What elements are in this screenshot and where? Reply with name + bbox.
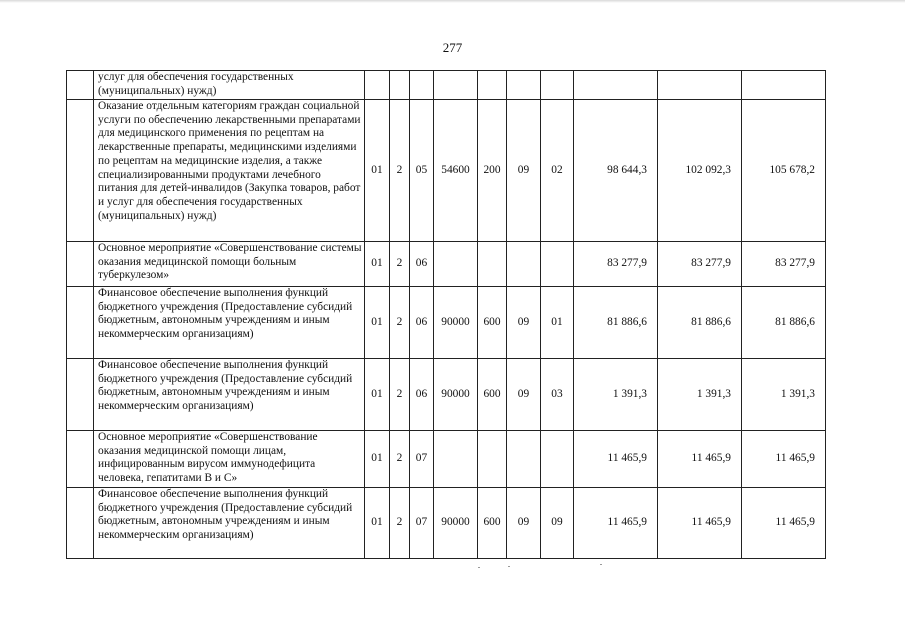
amount-cell: 1 391,3 <box>742 359 826 431</box>
code-cell <box>434 71 478 100</box>
code-cell: 2 <box>390 431 410 488</box>
code-cell: 90000 <box>434 488 478 559</box>
index-cell <box>67 488 94 559</box>
scan-edge <box>0 0 905 3</box>
index-cell <box>67 431 94 488</box>
description-cell: Основное мероприятие «Совершенствование оказания медицинской помощи лицам, инфицированным вирусом иммунодефицита человека, гепатитами В и С» <box>94 431 365 488</box>
scan-speck <box>508 566 510 567</box>
code-cell: 02 <box>541 100 574 242</box>
index-cell <box>67 287 94 359</box>
code-cell: 01 <box>365 359 390 431</box>
code-cell: 01 <box>365 242 390 287</box>
amount-cell: 105 678,2 <box>742 100 826 242</box>
code-cell: 90000 <box>434 359 478 431</box>
amount-cell: 11 465,9 <box>658 488 742 559</box>
code-cell: 09 <box>541 488 574 559</box>
description-cell: Финансовое обеспечение выполнения функций бюджетного учреждения (Предоставление субсидий бюджетным, автономным учреждениям и иным некоммерческим организациям) <box>94 488 365 559</box>
code-cell: 600 <box>478 287 507 359</box>
code-cell <box>541 71 574 100</box>
scan-speck <box>478 567 480 568</box>
code-cell: 09 <box>507 100 541 242</box>
table-row <box>67 71 826 100</box>
description-cell: услуг для обеспечения государственных (муниципальных) нужд) <box>94 71 365 100</box>
description-cell: Оказание отдельным категориям граждан социальной услуги по обеспечению лекарственными препаратами для медицинского применения по рецептам на лекарственные препараты, медицинскими изделиями по рецептам на медицинские изделия, а также специализированными продуктами лечебного питания для детей-инвалидов (Закупка товаров, работ и услуг для обеспечения государственных (муниципальных) нужд) <box>94 100 365 242</box>
table-row <box>67 431 826 488</box>
amount-cell: 81 886,6 <box>658 287 742 359</box>
code-cell: 07 <box>410 431 434 488</box>
code-cell: 05 <box>410 100 434 242</box>
description-cell: Финансовое обеспечение выполнения функций бюджетного учреждения (Предоставление субсидий бюджетным, автономным учреждениям и иным некоммерческим организациям) <box>94 359 365 431</box>
index-cell <box>67 242 94 287</box>
code-cell: 2 <box>390 287 410 359</box>
code-cell: 600 <box>478 359 507 431</box>
amount-cell: 81 886,6 <box>574 287 658 359</box>
code-cell: 06 <box>410 359 434 431</box>
code-cell: 90000 <box>434 287 478 359</box>
page-number: 277 <box>442 40 463 55</box>
table-row <box>67 242 826 287</box>
index-cell <box>67 71 94 100</box>
amount-cell <box>658 71 742 100</box>
amount-cell: 11 465,9 <box>574 488 658 559</box>
code-cell <box>507 71 541 100</box>
code-cell: 01 <box>541 287 574 359</box>
amount-cell: 83 277,9 <box>574 242 658 287</box>
amount-cell: 11 465,9 <box>742 488 826 559</box>
index-cell <box>67 359 94 431</box>
code-cell <box>507 242 541 287</box>
table-row <box>67 100 826 242</box>
amount-cell: 11 465,9 <box>742 431 826 488</box>
scan-speck <box>600 564 602 565</box>
code-cell: 2 <box>390 488 410 559</box>
table-row <box>67 488 826 559</box>
description-cell: Основное мероприятие «Совершенствование системы оказания медицинской помощи больным туберкулезом» <box>94 242 365 287</box>
code-cell: 09 <box>507 287 541 359</box>
code-cell: 07 <box>410 488 434 559</box>
code-cell: 600 <box>478 488 507 559</box>
budget-table <box>66 70 826 559</box>
code-cell <box>434 242 478 287</box>
code-cell: 01 <box>365 100 390 242</box>
code-cell <box>390 71 410 100</box>
code-cell <box>541 431 574 488</box>
amount-cell: 1 391,3 <box>658 359 742 431</box>
code-cell: 06 <box>410 242 434 287</box>
code-cell <box>434 431 478 488</box>
code-cell: 01 <box>365 431 390 488</box>
code-cell <box>478 242 507 287</box>
code-cell: 06 <box>410 287 434 359</box>
amount-cell: 11 465,9 <box>658 431 742 488</box>
index-cell <box>67 100 94 242</box>
code-cell <box>541 242 574 287</box>
code-cell: 03 <box>541 359 574 431</box>
code-cell: 09 <box>507 488 541 559</box>
code-cell: 01 <box>365 287 390 359</box>
amount-cell <box>574 71 658 100</box>
code-cell: 200 <box>478 100 507 242</box>
table-row <box>67 287 826 359</box>
code-cell <box>410 71 434 100</box>
code-cell <box>478 431 507 488</box>
code-cell: 01 <box>365 488 390 559</box>
amount-cell: 98 644,3 <box>574 100 658 242</box>
code-cell: 2 <box>390 100 410 242</box>
amount-cell: 1 391,3 <box>574 359 658 431</box>
amount-cell <box>742 71 826 100</box>
amount-cell: 102 092,3 <box>658 100 742 242</box>
amount-cell: 81 886,6 <box>742 287 826 359</box>
code-cell: 09 <box>507 359 541 431</box>
code-cell <box>365 71 390 100</box>
code-cell <box>478 71 507 100</box>
code-cell: 54600 <box>434 100 478 242</box>
code-cell: 2 <box>390 359 410 431</box>
description-cell: Финансовое обеспечение выполнения функций бюджетного учреждения (Предоставление субсидий бюджетным, автономным учреждениям и иным некоммерческим организациям) <box>94 287 365 359</box>
amount-cell: 83 277,9 <box>658 242 742 287</box>
code-cell <box>507 431 541 488</box>
amount-cell: 11 465,9 <box>574 431 658 488</box>
amount-cell: 83 277,9 <box>742 242 826 287</box>
table-row <box>67 359 826 431</box>
code-cell: 2 <box>390 242 410 287</box>
